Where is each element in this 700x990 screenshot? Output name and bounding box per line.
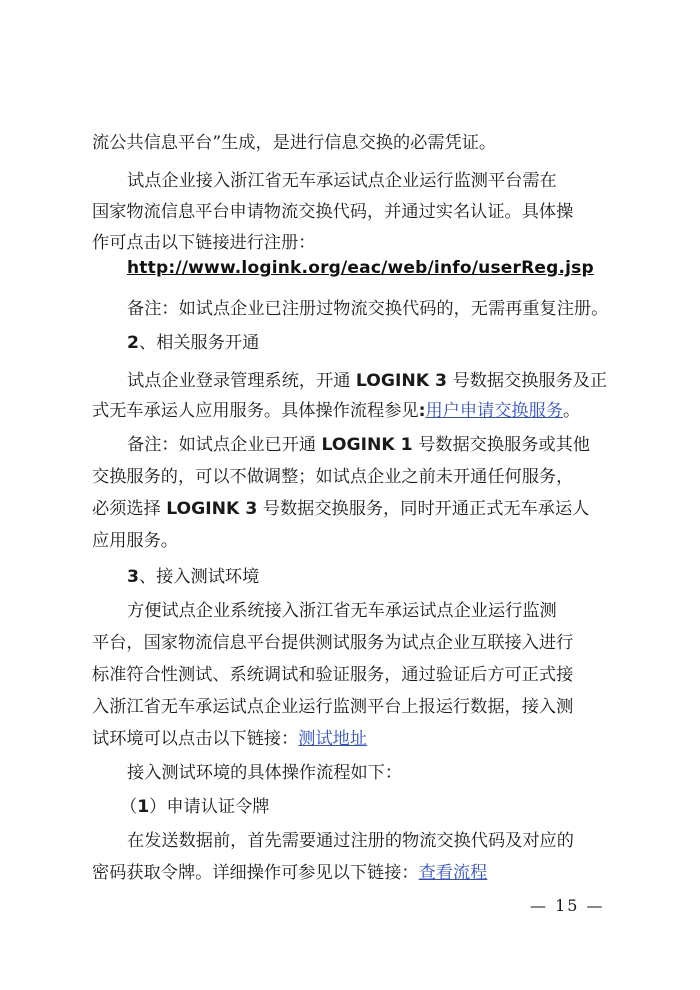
section-title: 、接入测试环境 xyxy=(138,567,260,587)
subsection-title: ）申请认证令牌 xyxy=(149,797,270,817)
paragraph-line xyxy=(127,830,622,852)
paragraph-line xyxy=(127,170,622,192)
text: 作可点击以下链接进行注册： xyxy=(92,233,316,253)
text: 在发送数据前，首先需要通过注册的物流交换代码及对应的 xyxy=(127,831,574,851)
text: 应用服务。 xyxy=(92,531,178,551)
text: 试环境可以点击以下链接： xyxy=(92,729,299,749)
text: 流公共信息平台”生成，是进行信息交换的必需凭证。 xyxy=(92,133,497,153)
text: 备注：如试点企业已注册过物流交换代码的，无需再重复注册。 xyxy=(127,299,609,319)
text: 标准符合性测试、系统调试和验证服务，通过验证后方可正式接 xyxy=(92,665,574,685)
text: 号数据交换服务，同时开通正式无车承运人 xyxy=(257,499,590,519)
service-name: LOGINK 3 xyxy=(166,499,258,519)
text: 平台，国家物流信息平台提供测试服务为试点企业互联接入进行 xyxy=(92,633,574,653)
text: 试点企业接入浙江省无车承运试点企业运行监测平台需在 xyxy=(127,171,557,191)
paragraph-line xyxy=(127,600,622,622)
text: 国家物流信息平台申请物流交换代码，并通过实名认证。具体操 xyxy=(92,202,574,222)
paragraph-line xyxy=(127,370,622,392)
section-title: 、相关服务开通 xyxy=(138,333,260,353)
paragraph-line xyxy=(127,762,622,784)
text: 式无车承运人应用服务。具体操作流程参见 xyxy=(92,401,419,421)
paragraph-line xyxy=(92,498,622,520)
apply-exchange-service-link[interactable]: 用户申请交换服务 xyxy=(425,401,563,421)
paragraph-line xyxy=(92,466,622,488)
paragraph-line xyxy=(92,862,622,884)
paragraph-line xyxy=(92,132,622,154)
note-line xyxy=(127,434,622,456)
paragraph-line xyxy=(92,632,622,654)
view-process-link[interactable]: 查看流程 xyxy=(418,863,488,883)
subsection-number: 1 xyxy=(137,797,150,817)
text: 密码获取令牌。详细操作可参见以下链接： xyxy=(92,863,419,883)
text: 。 xyxy=(562,401,581,421)
note-line xyxy=(127,298,622,320)
paragraph-line xyxy=(92,201,622,223)
paragraph-line xyxy=(92,232,622,254)
text: 必须选择 xyxy=(92,499,167,519)
text: 备注：如试点企业已开通 xyxy=(127,435,322,455)
service-name: LOGINK 1 xyxy=(321,435,413,455)
paragraph-line xyxy=(92,728,622,750)
service-name: LOGINK 3 xyxy=(355,371,448,391)
page-number: — 15 — xyxy=(530,896,605,915)
text: 方便试点企业系统接入浙江省无车承运试点企业运行监测 xyxy=(127,601,557,621)
text: 号数据交换服务及正 xyxy=(447,371,608,391)
section-heading-3 xyxy=(127,566,622,588)
paragraph-line xyxy=(92,530,622,552)
text: （ xyxy=(120,797,138,817)
text: 接入测试环境的具体操作流程如下： xyxy=(127,763,403,783)
section-heading-2 xyxy=(127,332,622,354)
text: : xyxy=(418,401,426,421)
section-number: 2 xyxy=(127,333,139,353)
subsection-heading xyxy=(120,796,650,818)
paragraph-line xyxy=(92,400,622,422)
paragraph-line xyxy=(92,664,622,686)
test-address-link[interactable]: 测试地址 xyxy=(298,729,368,749)
text: 号数据交换服务或其他 xyxy=(412,435,590,455)
registration-url[interactable]: http://www.logink.org/eac/web/info/userReg.jsp xyxy=(127,258,594,278)
section-number: 3 xyxy=(127,567,139,587)
text: 交换服务的，可以不做调整；如试点企业之前未开通任何服务， xyxy=(92,467,574,487)
text: 入浙江省无车承运试点企业运行监测平台上报运行数据，接入测 xyxy=(92,697,574,717)
text: 试点企业登录管理系统，开通 xyxy=(127,371,356,391)
paragraph-line xyxy=(92,696,622,718)
